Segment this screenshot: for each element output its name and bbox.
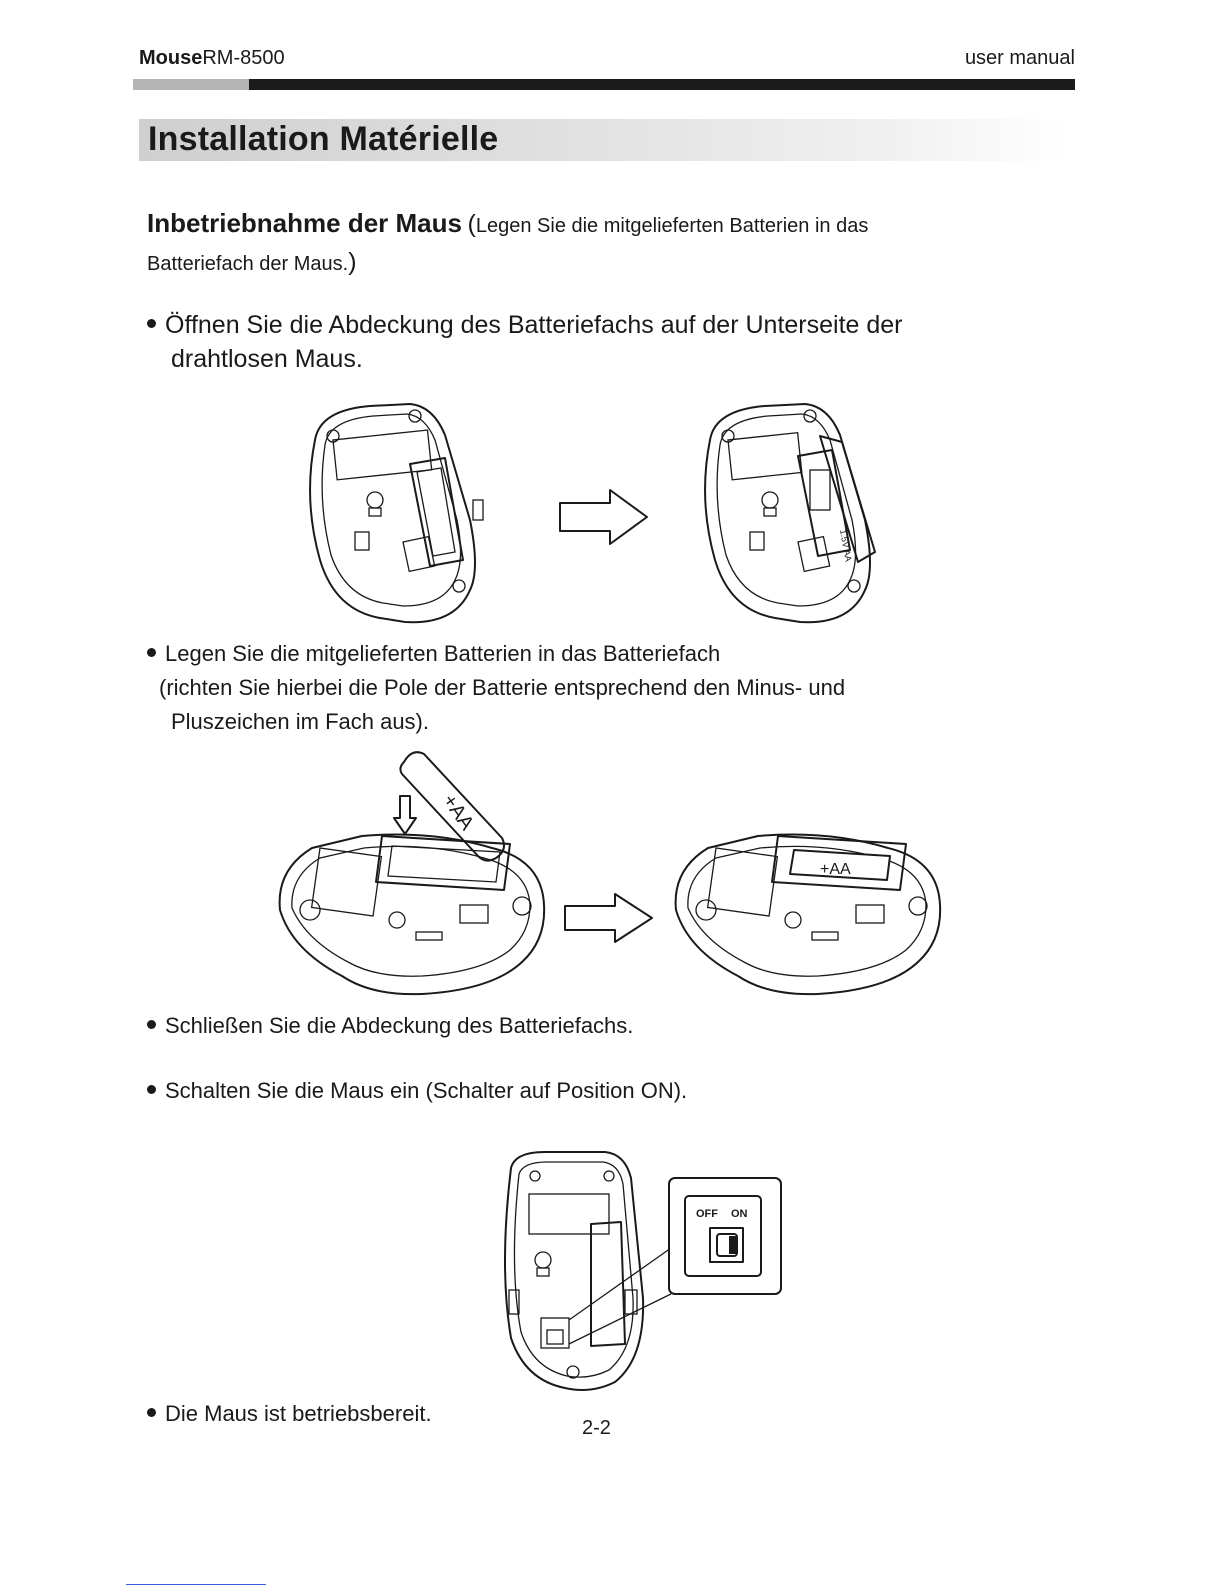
mouse-top-open-icon: [280, 835, 545, 995]
section-title: Installation Matérielle: [148, 120, 499, 158]
intro-note-line1: Legen Sie die mitgelieferten Batterien in das: [475, 215, 869, 237]
figure-power-switch: [495, 1148, 795, 1398]
step-ready: [147, 1397, 432, 1431]
battery-spec-label: 1.5V AA: [838, 528, 854, 563]
mouse-bottom-switch-icon: [505, 1152, 671, 1390]
bullet-icon: [147, 1085, 156, 1094]
step-line: (richten Sie hierbei die Pole der Batterie entsprechend den Minus- und: [159, 675, 846, 700]
step-line: Schalten Sie die Maus ein (Schalter auf Position ON).: [165, 1078, 688, 1103]
step-open-cover: [147, 308, 903, 376]
intro-heading: Inbetriebnahme der Maus: [147, 208, 462, 238]
bullet-icon: [147, 319, 156, 328]
header-doc-type: user manual: [964, 47, 1075, 69]
step-line: drahtlosen Maus.: [171, 345, 363, 373]
mouse-top-battery-icon: [676, 835, 941, 995]
step-close-cover: [147, 1009, 633, 1043]
figure-open-cover: [295, 400, 915, 630]
intro-note-line2: Batteriefach der Maus.: [147, 253, 349, 275]
intro-paren-close: ): [348, 248, 357, 276]
battery-label-inserted: +AA: [820, 861, 851, 878]
battery-label: +AA: [437, 790, 478, 835]
bullet-icon: [147, 1408, 156, 1417]
switch-on-label: ON: [731, 1208, 748, 1220]
intro-paren-open: (: [467, 210, 476, 238]
mouse-bottom-open-icon: [705, 404, 875, 622]
figure-insert-battery: [272, 740, 952, 1000]
switch-off-label: OFF: [696, 1208, 718, 1220]
intro-paragraph: [147, 205, 1047, 282]
arrow-right-icon: [560, 490, 647, 544]
step-line: Öffnen Sie die Abdeckung des Batteriefachs auf der Unterseite der: [165, 311, 903, 339]
header-product: [139, 47, 285, 70]
header-rule-black: [249, 79, 1075, 90]
mouse-bottom-closed-icon: [310, 404, 483, 622]
bullet-icon: [147, 648, 156, 657]
header-rule-grey: [133, 79, 249, 90]
step-line: Die Maus ist betriebsbereit.: [165, 1401, 432, 1426]
bullet-icon: [147, 1020, 156, 1029]
step-line: Schließen Sie die Abdeckung des Batteriefachs.: [165, 1013, 634, 1038]
step-line: Legen Sie die mitgelieferten Batterien in das Batteriefach: [165, 641, 721, 666]
arrow-right-icon: [565, 894, 652, 942]
switch-callout-icon: [669, 1178, 781, 1294]
step-line: Pluszeichen im Fach aus).: [171, 709, 429, 734]
header-product-bold: Mouse: [139, 47, 203, 69]
step-switch-on: [147, 1074, 687, 1108]
page-number: 2-2: [582, 1417, 611, 1439]
arrow-down-icon: [394, 796, 416, 834]
step-insert-batteries: [147, 637, 845, 739]
battery-aa-icon: [400, 752, 504, 860]
header-product-model: RM-8500: [202, 47, 285, 69]
